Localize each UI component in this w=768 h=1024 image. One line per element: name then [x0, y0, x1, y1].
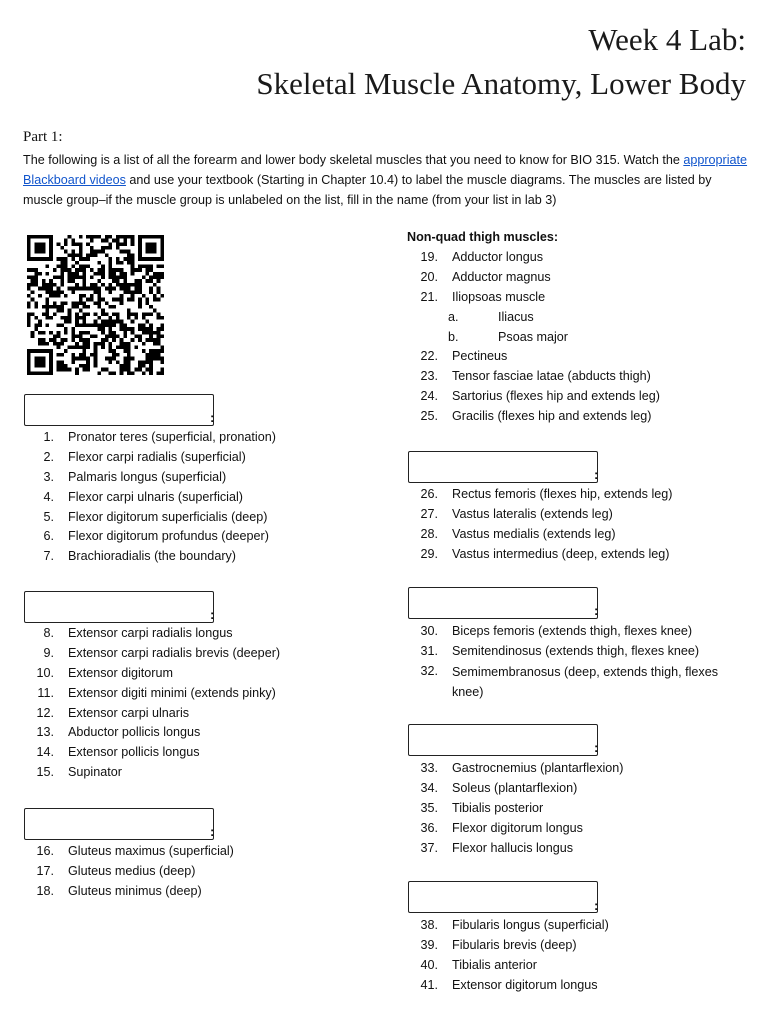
list-item: 38. Fibularis longus (superficial)	[420, 918, 609, 932]
list-item: 22. Pectineus	[420, 349, 508, 364]
list-item: 11. Extensor digiti minimi (extends pinky)	[37, 685, 276, 700]
list-item: 15. Supinator	[36, 765, 122, 780]
group-name-colon: :	[594, 603, 599, 618]
list-item: 12. Extensor carpi ulnaris	[36, 705, 190, 720]
list-item: 18. Gluteus minimus (deep)	[36, 883, 202, 898]
blackboard-videos-link[interactable]: appropriate Blackboard videos	[23, 153, 748, 187]
list-item: 6. Flexor digitorum profundus (deeper)	[43, 529, 269, 544]
posterior-leg-list	[408, 759, 748, 858]
list-item: 26. Rectus femoris (flexes hip, extends leg)	[420, 487, 673, 501]
nonquad-heading: Non-quad thigh muscles:	[407, 230, 559, 244]
list-item: 23. Tensor fasciae latae (abducts thigh)	[420, 369, 651, 384]
group-name-colon: :	[594, 740, 599, 755]
list-item: 4. Flexor carpi ulnaris (superficial)	[43, 489, 243, 504]
intro-paragraph	[23, 150, 753, 210]
lateral-anterior-leg-list	[408, 916, 748, 996]
group-name-colon: :	[210, 607, 215, 622]
page-title-line-1: Week 4 Lab:	[588, 22, 746, 57]
group-name-input-quadriceps[interactable]	[408, 451, 598, 483]
list-item: 20. Adductor magnus	[420, 269, 551, 284]
list-item: 32. Semimembranosus (deep, extends thigh, flexes knee)	[420, 663, 719, 699]
list-item: 28. Vastus medialis (extends leg)	[420, 526, 616, 541]
list-item: 31. Semitendinosus (extends thigh, flexes knee)	[420, 643, 700, 658]
list-item: 3. Palmaris longus (superficial)	[43, 469, 227, 484]
list-item: 16. Gluteus maximus (superficial)	[36, 844, 234, 858]
list-item: 9. Extensor carpi radialis brevis (deeper)	[43, 645, 281, 660]
page-title-line-2: Skeletal Muscle Anatomy, Lower Body	[256, 66, 746, 101]
list-item: 29. Vastus intermedius (deep, extends leg)	[420, 546, 670, 561]
group-name-input-forearm-flexors[interactable]	[24, 394, 214, 426]
group-name-input-lateral-anterior-leg[interactable]	[408, 881, 598, 913]
list-item: 39. Fibularis brevis (deep)	[420, 937, 577, 952]
list-item: 30. Biceps femoris (extends thigh, flexes knee)	[420, 624, 693, 638]
intro-text-after: and use your textbook (Starting in Chapter 10.4) to label the muscle diagrams. The muscles are listed by muscle group–if the muscle group is unlabeled on the list, fill in the name (from your list in lab 3)	[23, 173, 712, 207]
part-label: Part 1:	[23, 129, 63, 145]
sub-list-item: a. Iliacus	[448, 309, 534, 324]
list-item: 41. Extensor digitorum longus	[420, 977, 598, 992]
group-name-colon: :	[210, 410, 215, 425]
group-name-colon: :	[594, 898, 599, 913]
list-item: 7. Brachioradialis (the boundary)	[43, 549, 237, 564]
forearm-flexor-list	[24, 428, 354, 567]
forearm-extensor-list	[24, 624, 354, 783]
list-item: 14. Extensor pollicis longus	[36, 745, 200, 760]
list-item: 36. Flexor digitorum longus	[420, 820, 583, 835]
intro-text-before: The following is a list of all the forearm and lower body skeletal muscles that you need to know for BIO 315. Watch the	[23, 153, 684, 167]
sub-list-item: b. Psoas major	[448, 329, 568, 344]
group-name-input-posterior-leg[interactable]	[408, 724, 598, 756]
list-item: 17. Gluteus medius (deep)	[36, 863, 196, 878]
list-item: 21. Iliopsoas muscle	[420, 289, 546, 304]
list-item: 35. Tibialis posterior	[420, 800, 544, 815]
list-item: 13. Abductor pollicis longus	[36, 725, 201, 740]
hamstring-list	[408, 622, 748, 702]
list-item: 40. Tibialis anterior	[420, 957, 537, 972]
quadriceps-list	[408, 485, 748, 565]
group-name-input-gluteals[interactable]	[24, 808, 214, 840]
list-item: 1. Pronator teres (superficial, pronation)	[43, 430, 276, 444]
group-name-colon: :	[594, 467, 599, 482]
list-item: 8. Extensor carpi radialis longus	[43, 626, 233, 640]
group-name-input-forearm-extensors[interactable]	[24, 591, 214, 623]
list-item: 33. Gastrocnemius (plantarflexion)	[420, 761, 624, 775]
list-item: 10. Extensor digitorum	[36, 665, 173, 680]
list-item: 19. Adductor longus	[420, 250, 544, 264]
group-name-input-hamstrings[interactable]	[408, 587, 598, 619]
list-item: 25. Gracilis (flexes hip and extends leg)	[420, 409, 652, 424]
list-item: 37. Flexor hallucis longus	[420, 840, 574, 855]
nonquad-list	[408, 248, 748, 427]
group-name-colon: :	[210, 824, 215, 839]
list-item: 2. Flexor carpi radialis (superficial)	[43, 449, 246, 464]
qr-code-image	[27, 235, 164, 375]
list-item: 5. Flexor digitorum superficialis (deep)	[43, 509, 268, 524]
list-item: 27. Vastus lateralis (extends leg)	[420, 506, 613, 521]
list-item: 34. Soleus (plantarflexion)	[420, 780, 578, 795]
list-item: 24. Sartorius (flexes hip and extends leg)	[420, 389, 660, 404]
gluteal-list	[24, 842, 354, 902]
